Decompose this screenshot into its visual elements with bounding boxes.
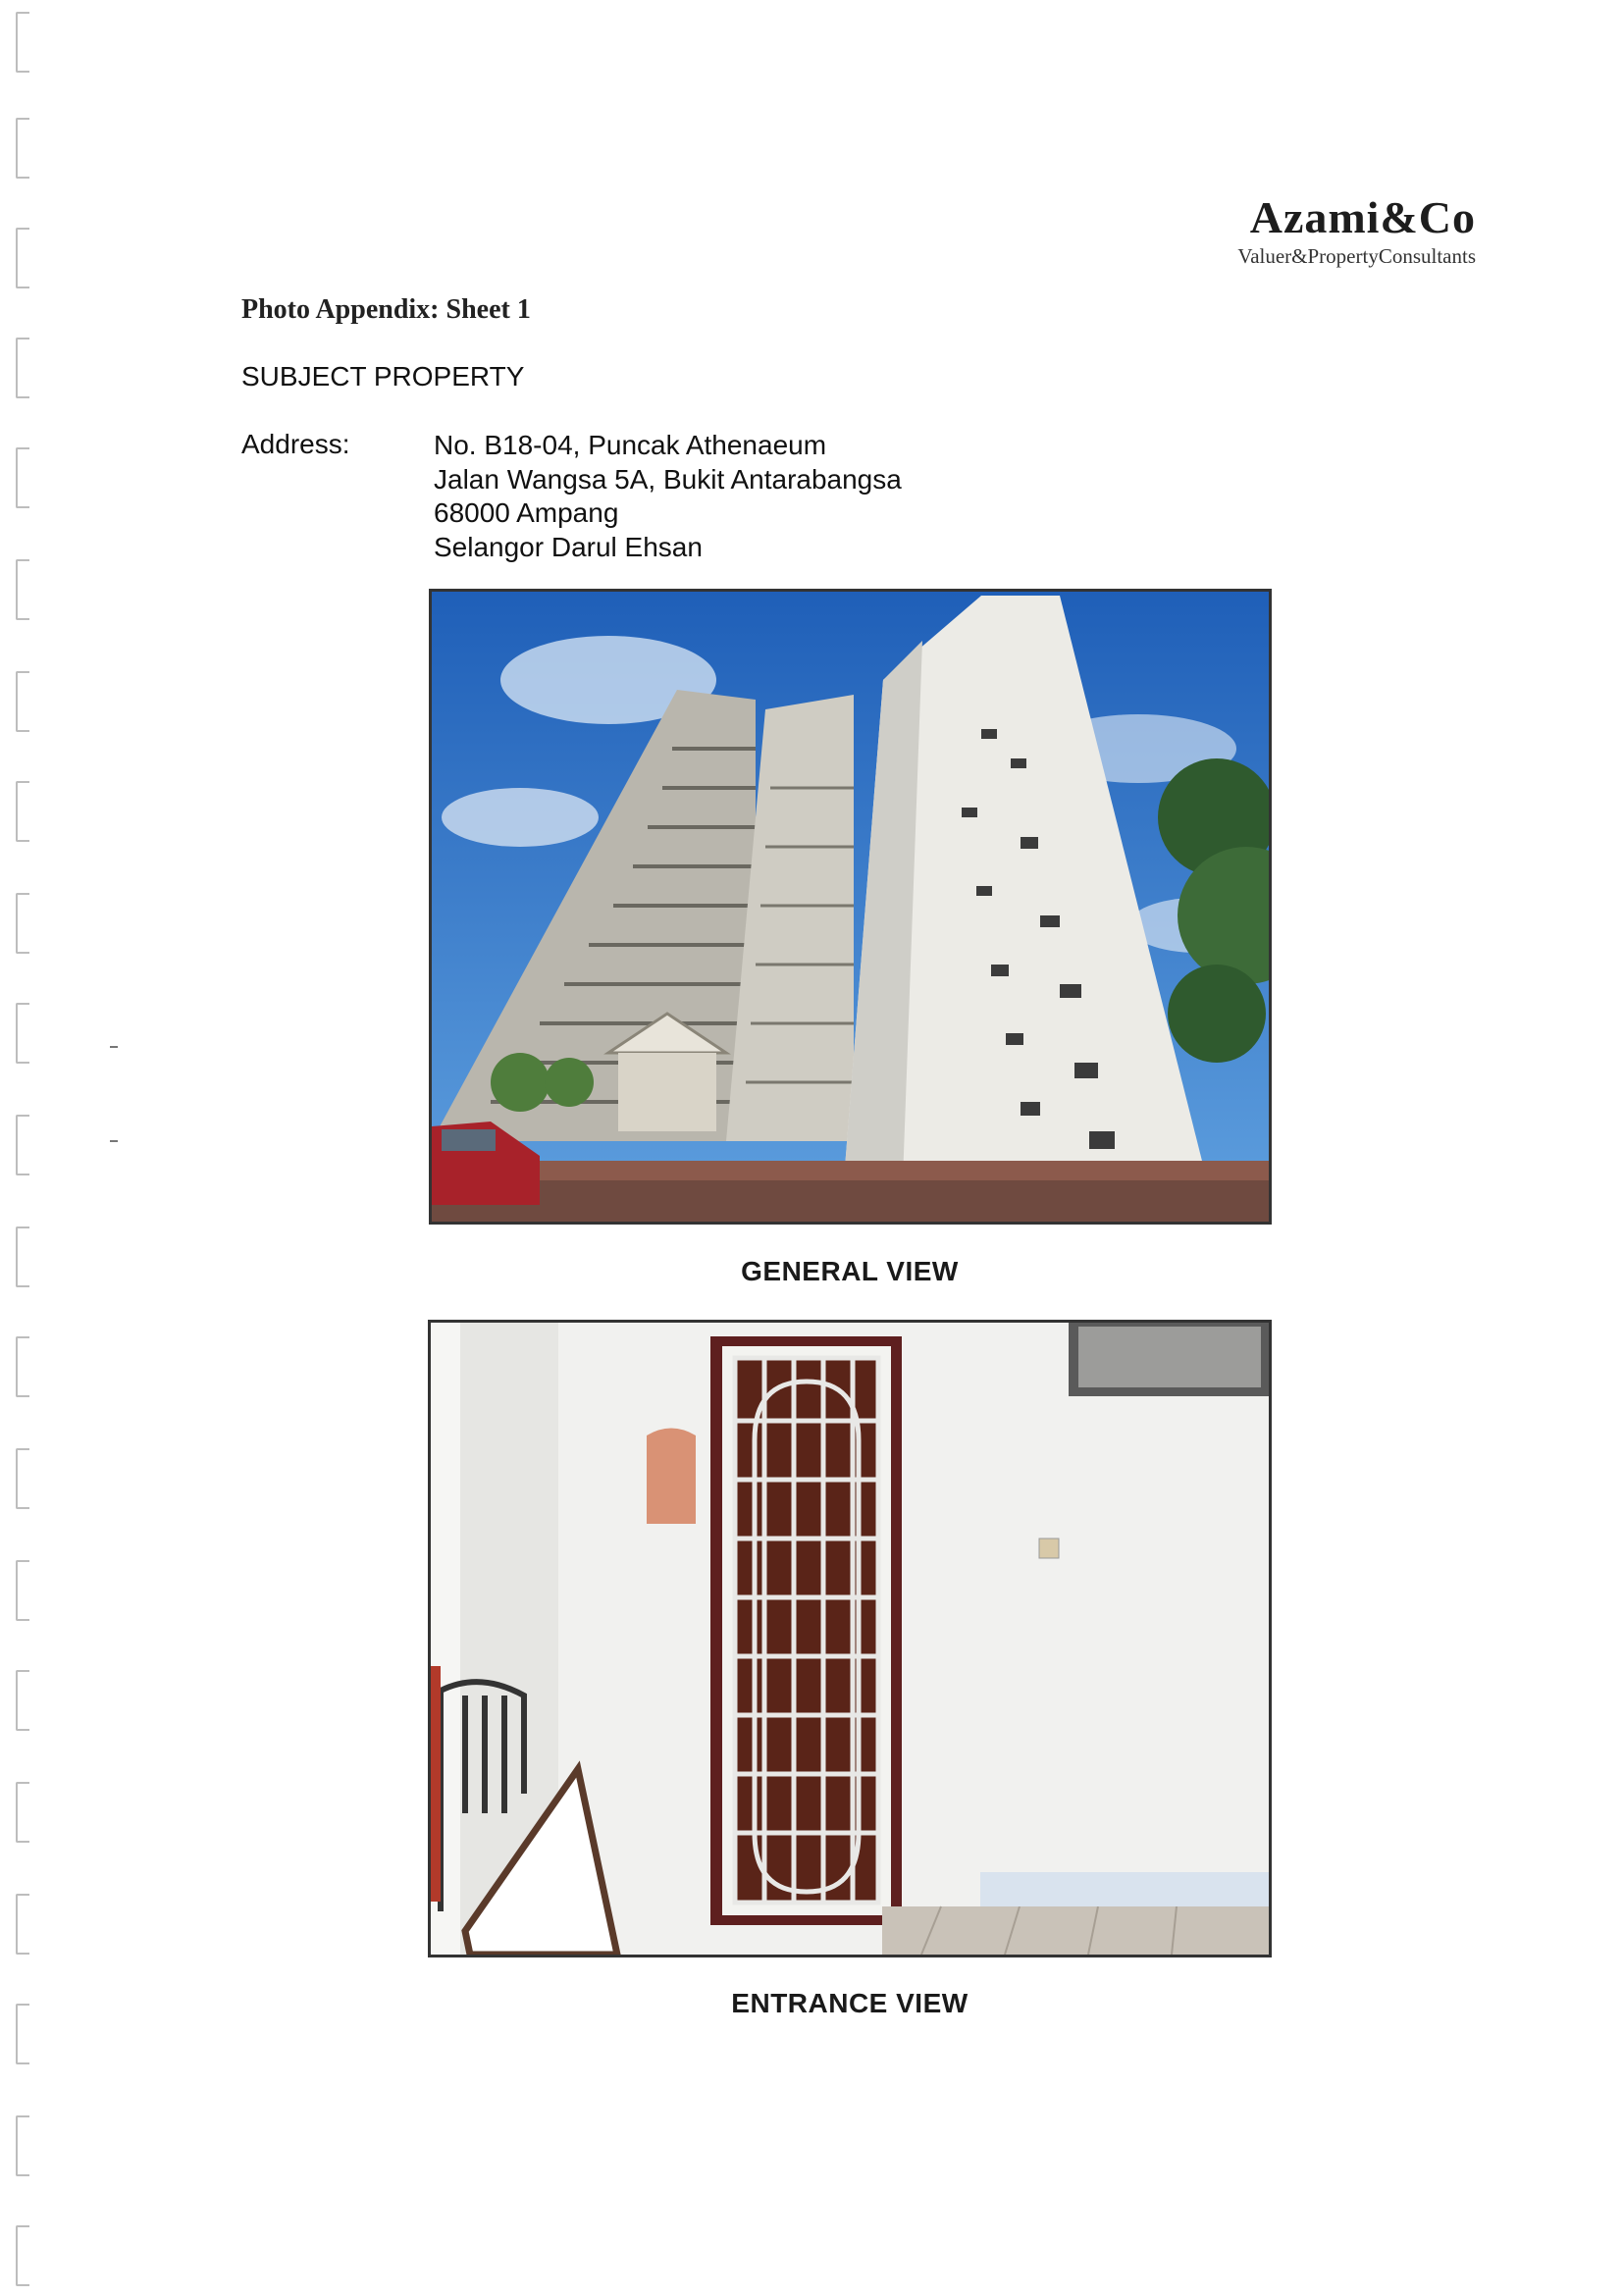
address-line: Jalan Wangsa 5A, Bukit Antarabangsa: [434, 463, 902, 495]
margin-mark: [110, 1046, 118, 1048]
general-view-caption: GENERAL VIEW: [741, 1256, 959, 1286]
binding-hole: [16, 1670, 29, 1731]
sheet-title: Photo Appendix: Sheet 1: [241, 294, 531, 325]
binding-hole: [16, 1560, 29, 1621]
binding-hole: [16, 1894, 29, 1955]
binding-hole: [16, 118, 29, 179]
binding-hole: [16, 1003, 29, 1064]
binding-hole: [16, 1782, 29, 1843]
address-label: Address:: [241, 429, 350, 459]
building-photo-illustration: [432, 592, 1269, 1222]
section-heading: SUBJECT PROPERTY: [241, 361, 525, 391]
address-line: 68000 Ampang: [434, 497, 619, 528]
address-line: No. B18-04, Puncak Athenaeum: [434, 430, 827, 460]
binding-hole: [16, 893, 29, 954]
binding-hole: [16, 12, 29, 73]
company-name: Azami&Co: [1249, 192, 1476, 242]
binding-hole: [16, 1336, 29, 1397]
entrance-view-photo: [428, 1320, 1272, 1957]
binding-hole: [16, 1448, 29, 1509]
margin-mark: [110, 1140, 118, 1142]
binding-hole: [16, 2225, 29, 2286]
binding-hole: [16, 1115, 29, 1175]
binding-hole: [16, 1226, 29, 1287]
binding-hole: [16, 338, 29, 398]
company-subtitle: Valuer&PropertyConsultants: [1237, 244, 1476, 268]
company-logo: [1237, 192, 1476, 269]
binding-holes: [0, 0, 59, 2296]
entrance-photo-illustration: [431, 1323, 1269, 1955]
binding-hole: [16, 447, 29, 508]
binding-hole: [16, 559, 29, 620]
entrance-view-caption: ENTRANCE VIEW: [731, 1988, 969, 2018]
binding-hole: [16, 2115, 29, 2176]
general-view-photo: [429, 589, 1272, 1225]
address-block: [434, 429, 902, 564]
binding-hole: [16, 228, 29, 288]
binding-hole: [16, 781, 29, 842]
binding-hole: [16, 2004, 29, 2064]
binding-hole: [16, 671, 29, 732]
address-line: Selangor Darul Ehsan: [434, 531, 703, 562]
